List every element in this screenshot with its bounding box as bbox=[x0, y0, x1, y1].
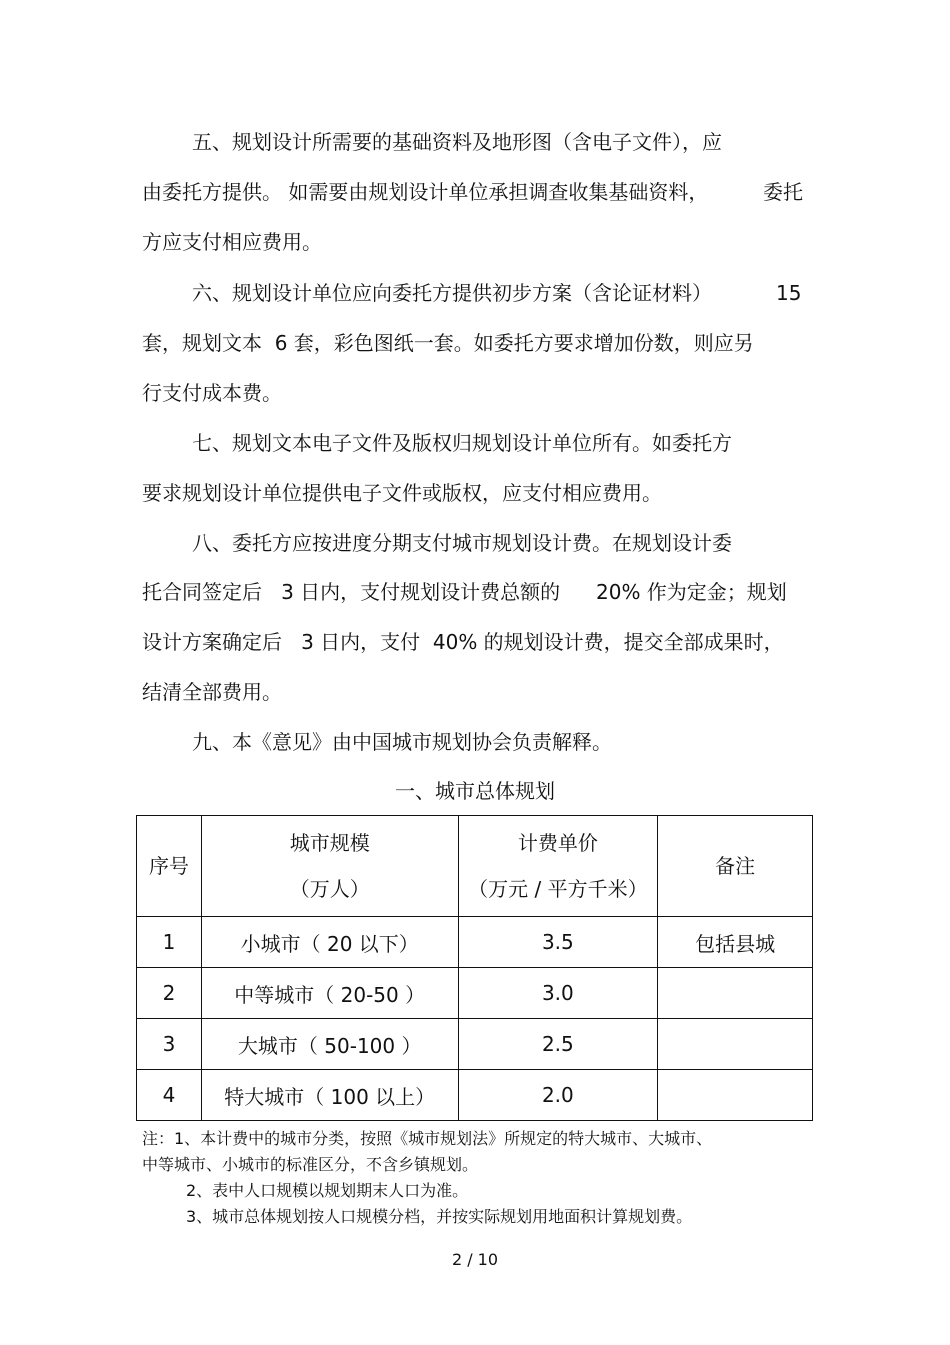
table-row bbox=[137, 1019, 813, 1070]
header-scale-line-2: （万人） bbox=[289, 877, 370, 901]
cell-price: 3.5 bbox=[458, 917, 658, 968]
para-9-line-1: 九、本《意见》由中国城市规划协会负责解释。 bbox=[192, 730, 612, 754]
cell-remark bbox=[658, 968, 813, 1019]
para-8-line-4: 结清全部费用。 bbox=[142, 680, 282, 704]
cell-remark: 包括县城 bbox=[658, 917, 813, 968]
cell-price: 2.5 bbox=[458, 1019, 658, 1070]
header-price-line-2: （万元 / 平方千米） bbox=[468, 877, 648, 901]
para-7-line-2: 要求规划设计单位提供电子文件或版权，应支付相应费用。 bbox=[142, 481, 662, 505]
cell-scale: 特大城市（ 100 以上） bbox=[201, 1070, 458, 1121]
para-6-line-2: 套，规划文本 6 套，彩色图纸一套。如委托方要求增加份数，则应另 bbox=[142, 331, 754, 355]
cell-no: 2 bbox=[137, 968, 202, 1019]
cell-price: 3.0 bbox=[458, 968, 658, 1019]
table-row bbox=[137, 917, 813, 968]
cell-scale: 大城市（ 50-100 ） bbox=[201, 1019, 458, 1070]
table-row bbox=[137, 1070, 813, 1121]
header-scale-line-1: 城市规模 bbox=[289, 831, 370, 855]
cell-price: 2.0 bbox=[458, 1070, 658, 1121]
para-6-line-1: 六、规划设计单位应向委托方提供初步方案（含论证材料） 15 bbox=[192, 281, 802, 305]
note-line-4: 3、城市总体规划按人口规模分档，并按实际规划用地面积计算规划费。 bbox=[186, 1207, 693, 1226]
cell-remark bbox=[658, 1019, 813, 1070]
note-line-2: 中等城市、小城市的标准区分，不含乡镇规划。 bbox=[142, 1155, 479, 1174]
para-5-line-3: 方应支付相应费用。 bbox=[142, 230, 322, 254]
header-price bbox=[458, 816, 658, 917]
header-scale bbox=[201, 816, 458, 917]
table-row bbox=[137, 968, 813, 1019]
cell-no: 4 bbox=[137, 1070, 202, 1121]
para-8-line-2: 托合同签定后 3 日内，支付规划设计费总额的 20% 作为定金；规划 bbox=[142, 580, 787, 604]
header-no: 序号 bbox=[137, 816, 202, 917]
para-8-line-1: 八、委托方应按进度分期支付城市规划设计费。在规划设计委 bbox=[192, 531, 732, 555]
table-header-row bbox=[137, 816, 813, 917]
note-line-3: 2、表中人口规模以规划期末人口为准。 bbox=[186, 1181, 469, 1200]
para-7-line-1: 七、规划文本电子文件及版权归规划设计单位所有。如委托方 bbox=[192, 431, 732, 455]
cell-scale: 中等城市（ 20-50 ） bbox=[201, 968, 458, 1019]
cell-no: 1 bbox=[137, 917, 202, 968]
header-remark: 备注 bbox=[658, 816, 813, 917]
para-5-line-2: 由委托方提供。 如需要由规划设计单位承担调查收集基础资料， 委托 bbox=[142, 180, 803, 204]
para-5-line-1: 五、规划设计所需要的基础资料及地形图（含电子文件），应 bbox=[192, 130, 722, 154]
cell-remark bbox=[658, 1070, 813, 1121]
table-notes bbox=[142, 1126, 842, 1230]
para-8-line-3: 设计方案确定后 3 日内，支付 40% 的规划设计费，提交全部成果时， bbox=[142, 630, 784, 654]
page-number: 2 / 10 bbox=[451, 1250, 499, 1269]
cell-scale: 小城市（ 20 以下） bbox=[201, 917, 458, 968]
para-6-line-3: 行支付成本费。 bbox=[142, 381, 282, 405]
table-caption: 一、城市总体规划 bbox=[395, 779, 555, 803]
note-line-1: 注：1、本计费中的城市分类，按照《城市规划法》所规定的特大城市、大城市、 bbox=[142, 1129, 713, 1148]
header-price-line-1: 计费单价 bbox=[517, 831, 598, 855]
cell-no: 3 bbox=[137, 1019, 202, 1070]
fee-table bbox=[136, 815, 813, 1121]
